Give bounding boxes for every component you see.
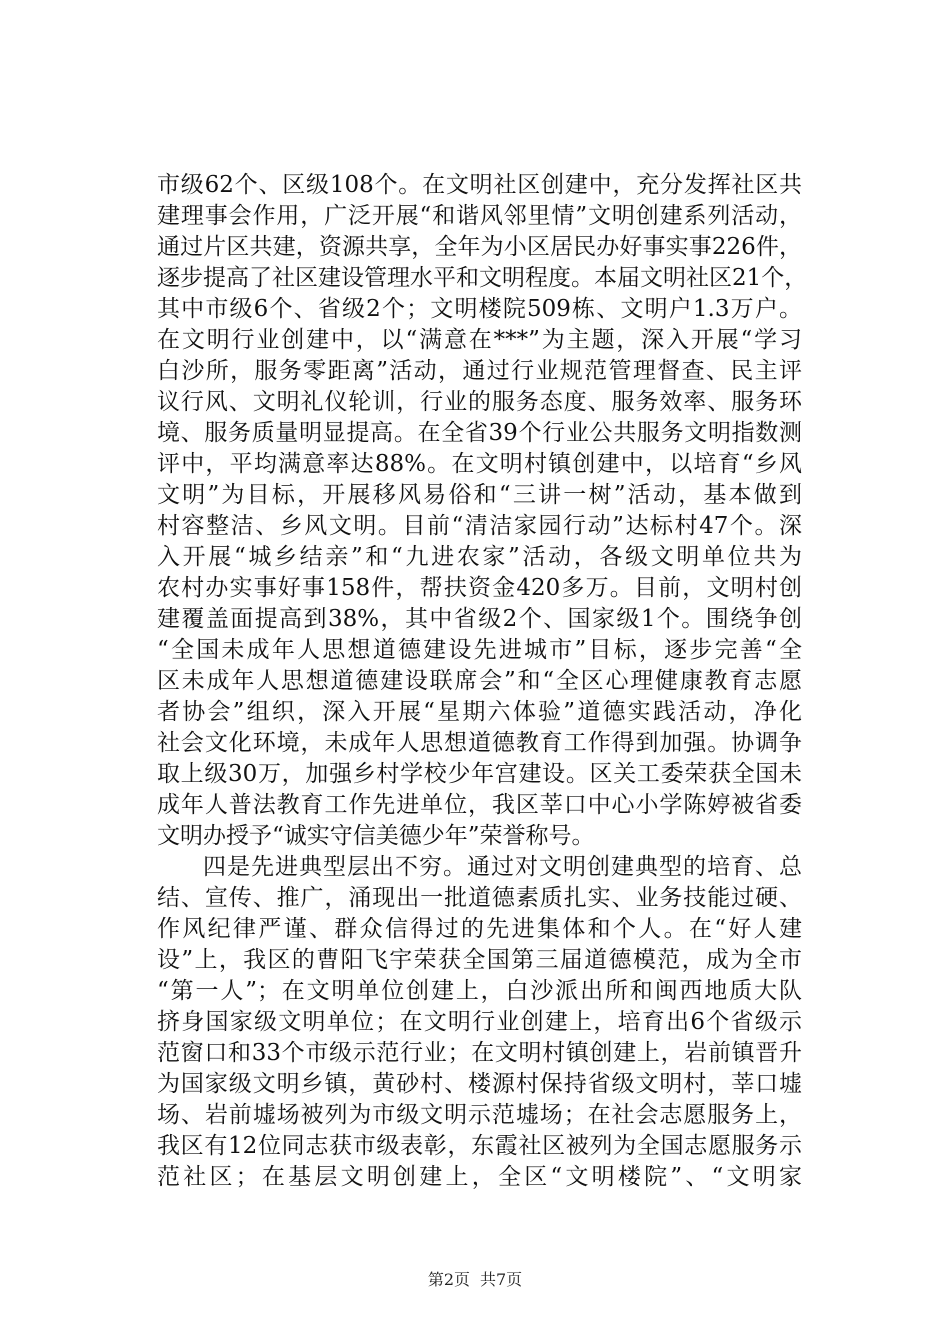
- text-line: 建覆盖面提高到38%，其中省级2个、国家级1个。围绕争创: [157, 606, 802, 632]
- text-line: 境、服务质量明显提高。在全省39个行业公共服务文明指数测: [157, 420, 802, 446]
- text-line: 逐步提高了社区建设管理水平和文明程度。本届文明社区21个，: [157, 265, 808, 291]
- text-line: 区未成年人思想道德建设联席会”和“全区心理健康教育志愿: [157, 668, 802, 694]
- text-line: 为国家级文明乡镇，黄砂村、楼源村保持省级文明村，莘口墟: [157, 1071, 802, 1097]
- text-line: 作风纪律严谨、群众信得过的先进集体和个人。在“好人建: [157, 916, 802, 942]
- text-line: 挤身国家级文明单位；在文明行业创建上，培育出6个省级示: [157, 1009, 802, 1035]
- text-line: 我区有12位同志获市级表彰，东霞社区被列为全国志愿服务示: [157, 1133, 802, 1159]
- text-line: 入开展“城乡结亲”和“九进农家”活动，各级文明单位共为: [157, 544, 802, 570]
- page-footer: [0, 1270, 950, 1290]
- text-line: 社会文化环境，未成年人思想道德教育工作得到加强。协调争: [157, 730, 802, 756]
- text-line: 农村办实事好事158件，帮扶资金420多万。目前，文明村创: [157, 575, 802, 601]
- page-number-current: 第2页: [427, 1270, 470, 1289]
- document-body: [157, 170, 808, 1193]
- text-line: 场、岩前墟场被列为市级文明示范墟场；在社会志愿服务上，: [157, 1102, 802, 1128]
- text-line: 设”上，我区的曹阳飞宇荣获全国第三届道德模范，成为全市: [157, 947, 802, 973]
- text-line: 议行风、文明礼仪轮训，行业的服务态度、服务效率、服务环: [157, 389, 802, 415]
- text-line: 评中，平均满意率达88%。在文明村镇创建中，以培育“乡风: [157, 451, 802, 477]
- text-line: 者协会”组织，深入开展“星期六体验”道德实践活动，净化: [157, 699, 802, 725]
- page-number-total: 共7页: [480, 1270, 523, 1289]
- text-line: 通过片区共建，资源共享，全年为小区居民办好事实事226件，: [157, 234, 802, 260]
- text-line: 文明”为目标，开展移风易俗和“三讲一树”活动，基本做到: [157, 482, 802, 508]
- text-line: “第一人”；在文明单位创建上，白沙派出所和闽西地质大队: [157, 978, 802, 1004]
- text-line: 在文明行业创建中，以“满意在***”为主题，深入开展“学习: [157, 327, 802, 353]
- text-line: 文明办授予“诚实守信美德少年”荣誉称号。: [157, 823, 595, 849]
- text-line: 建理事会作用，广泛开展“和谐风邻里情”文明创建系列活动，: [157, 203, 802, 229]
- text-line: 范社区；在基层文明创建上，全区“文明楼院”、“文明家: [157, 1164, 802, 1190]
- text-line: 白沙所，服务零距离”活动，通过行业规范管理督查、民主评: [157, 358, 802, 384]
- text-line: “全国未成年人思想道德建设先进城市”目标，逐步完善“全: [157, 637, 802, 663]
- text-line: 其中市级6个、省级2个；文明楼院509栋、文明户1.3万户。: [157, 296, 802, 322]
- text-line: 取上级30万，加强乡村学校少年宫建设。区关工委荣获全国未: [157, 761, 802, 787]
- text-line: 村容整洁、乡风文明。目前“清洁家园行动”达标村47个。深: [157, 513, 802, 539]
- text-line: 结、宣传、推广，涌现出一批道德素质扎实、业务技能过硬、: [157, 885, 802, 911]
- paragraph-start-line: 四是先进典型层出不穷。通过对文明创建典型的培育、总: [203, 854, 802, 880]
- text-line: 范窗口和33个市级示范行业；在文明村镇创建上，岩前镇晋升: [157, 1040, 802, 1066]
- text-line: 市级62个、区级108个。在文明社区创建中，充分发挥社区共: [157, 172, 802, 198]
- text-line: 成年人普法教育工作先进单位，我区莘口中心小学陈婷被省委: [157, 792, 802, 818]
